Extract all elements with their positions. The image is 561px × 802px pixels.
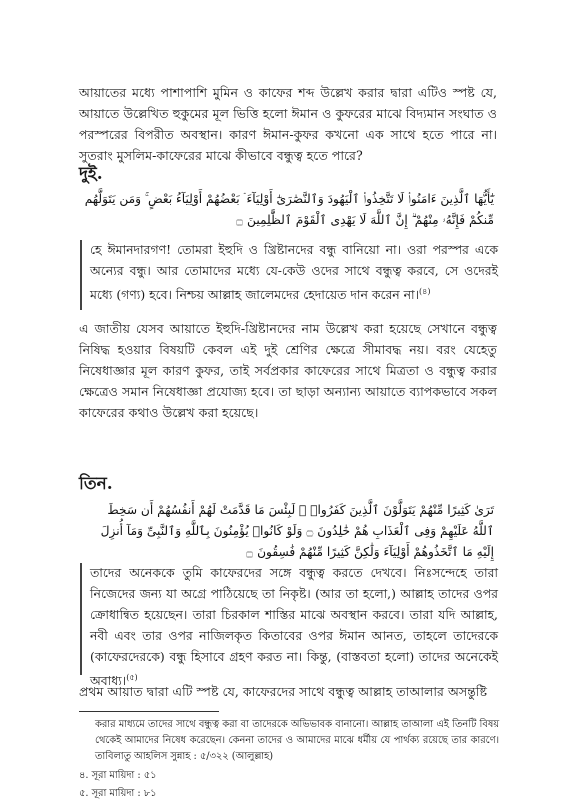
translation-one-text: হে ঈমানদারগণ! তোমরা ইহুদি ও খ্রিষ্টানদের বন্ধু বানিয়ো না। ওরা পরস্পর একে অন্যের বন্ধু। আর তোমাদের মধ্যে যে-কেউ ওদের সাথে বন্ধুত্ব করবে, সে ওদেরই মধ্যে (গণ্য) হবে। নিশ্চয় আল্লাহ জালেমদের হেদায়েত দান করেন না। [90, 242, 498, 303]
footnote-divider [79, 711, 219, 712]
paragraph-conclusion: প্রথম আয়াত দ্বারা এটি স্পষ্ট যে, কাফেরদের সাথে বন্ধুত্ব আল্লাহ তাআলার অসন্তুষ্টি [79, 684, 488, 699]
translation-two-text: তাদের অনেককে তুমি কাফেরদের সঙ্গে বন্ধুত্ব করতে দেখবে। নিঃসন্দেহে তারা নিজেদের জন্য যা অগ্রে পাঠিয়েছে তা নিকৃষ্ট। (আর তা হলো,) আল্লাহ তাদের ওপর ক্রোধান্বিত হয়েছেন। তারা চিরকাল শাস্তির মাঝে অবস্থান করবে। তারা যদি আল্লাহ, নবী এবং তার ওপর নাজিলকৃত কিতাবের ওপর ঈমান আনত, তাহলে তাদেরকে (কাফেরদেরকে) বন্ধু হিসাবে গ্রহণ করত না। কিন্তু, (বাস্তবতা হলো) তাদের অনেকেই অবাধ্য। [90, 565, 498, 689]
footnote-continued: করার মাধ্যমে তাদের সাথে বন্ধুত্ব করা বা তাদেরকে অভিভাবক বানানো। আল্লাহ তাআলা এই তিনটি বিষয় থেকেই আমাদের নিষেধ করেছেন। কেননা তাদের ও আমাদের মাঝে ধর্মীয় যে পার্থক্য রয়েছে তার কারণে। তাবিলাতু আহলিস সুন্নাহ : ৫/৩২২ (আলুল্লাহ) [95, 719, 499, 762]
section-heading-three: তিন. [79, 474, 113, 494]
arabic-verse-two: تَرَىٰ كَثِيرًا مِّنْهُمْ يَتَوَلَّوْنَ ٱلَّذِينَ كَفَرُوا۟ ۚ لَبِئْسَ مَا قَدَّمَتْ لَهُمْ أَنفُسُهُمْ أَن سَخِطَ ٱللَّهُ عَلَيْهِمْ وَفِى ٱلْعَذَابِ هُمْ خَٰلِدُونَ ۝ وَلَوْ كَانُوا۟ يُؤْمِنُونَ بِٱللَّهِ وَٱلنَّبِىِّ وَمَآ أُنزِلَ إِلَيْهِ مَا ٱتَّخَذُوهُمْ أَوْلِيَآءَ وَلَٰكِنَّ كَثِيرًا مِّنْهُمْ فَٰسِقُونَ ۝ [100, 503, 494, 559]
translation-two [82, 562, 498, 691]
footnote-ref-5: (৫) [126, 673, 138, 682]
section-heading-two: দুই. [79, 164, 103, 184]
translation-one [82, 239, 498, 305]
arabic-verse-one: يَٰٓأَيُّهَا ٱلَّذِينَ ءَامَنُوا۟ لَا تَتَّخِذُوا۟ ٱلْيَهُودَ وَٱلنَّصَٰرَىٰٓ أَوْلِيَآءَ ۘ بَعْضُهُمْ أَوْلِيَآءُ بَعْضٍ ۚ وَمَن يَتَوَلَّهُم مِّنكُمْ فَإِنَّهُۥ مِنْهُمْ ۗ إِنَّ ٱللَّهَ لَا يَهْدِى ٱلْقَوْمَ ٱلظَّٰلِمِينَ ۝ [84, 192, 494, 227]
paragraph-explanation: এ জাতীয় যেসব আয়াতে ইহুদি-খ্রিষ্টানদের নাম উল্লেখ করা হয়েছে সেখানে বন্ধুত্ব নিষিদ্ধ হওয়ার বিষয়টি কেবল এই দুই শ্রেণির ক্ষেত্রে সীমাবদ্ধ নয়। বরং যেহেতু নিষেধাজ্ঞার মূল কারণ কুফর, তাই সর্বপ্রকার কাফেরের সাথে মিত্রতা ও বন্ধুত্ব করার ক্ষেত্রেও সমান নিষেধাজ্ঞা প্রযোজ্য হবে। তা ছাড়া অন্যান্য আয়াতে ব্যাপকভাবে সকল কাফেরের কথাও উল্লেখ করা হয়েছে। [79, 321, 497, 420]
footnote-5: ৫. সূরা মায়িদা : ৮১ [79, 788, 157, 799]
paragraph-intro: আয়াতের মধ্যে পাশাপাশি মুমিন ও কাফের শব্দ উল্লেখ করার দ্বারা এটিও স্পষ্ট যে, আয়াতে উল্লেখিত হুকুমের মূল ভিত্তি হলো ঈমান ও কুফরের মাঝে বিদ্যমান সংঘাত ও পরস্পরের বিপরীত অবস্থান। কারণ ঈমান-কুফর কখনো এক সাথে হতে পারে না। সুতরাং মুসলিম-কাফেরের মাঝে কীভাবে বন্ধুত্ব হতে পারে? [79, 85, 497, 163]
footnote-ref-4: (৪) [419, 287, 431, 296]
footnote-4: ৪. সূরা মায়িদা : ৫১ [79, 770, 157, 781]
